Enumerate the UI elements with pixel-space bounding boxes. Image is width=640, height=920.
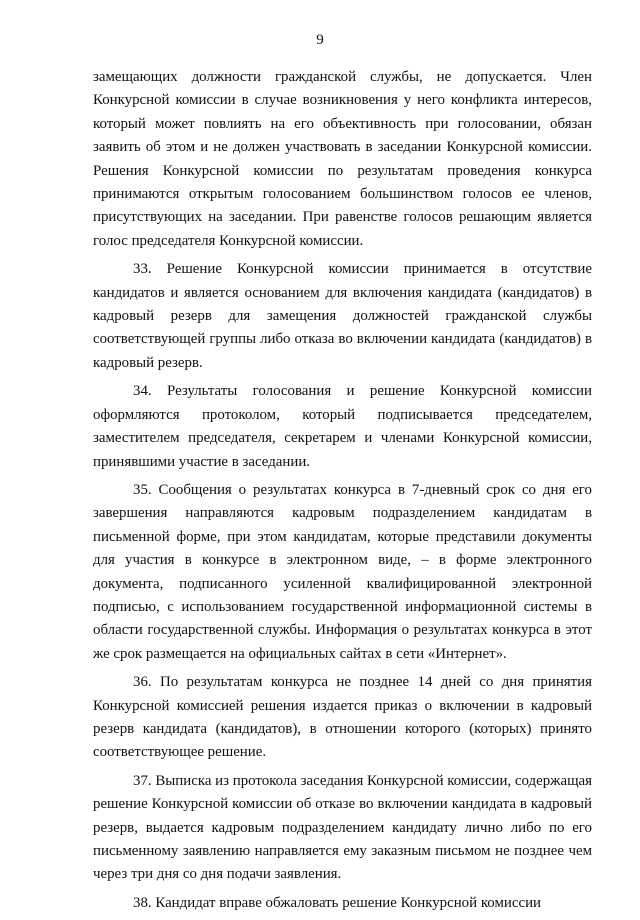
paragraph-36: 36. По результатам конкурса не позднее 14 дней со дня принятия Конкурсной комиссией решения издается приказ о включении в кадровый резерв кандидата (кандидатов), в отношении которого (которых) принято соответствующее решение. [93, 674, 592, 761]
paragraph-35: 35. Сообщения о результатах конкурса в 7-дневный срок со дня его завершения направляются кадровым подразделением кандидатам в письменной форме, при этом кандидатам, которые представили документы для участия в конкурсе в электронном виде, – в форме электронного документа, подписанного усиленной квалифицированной электронной подписью, с использованием государственной информационной системы в области государственной службы. Информация о результатах конкурса в этот же срок размещается на официальных сайтах в сети «Интернет». [93, 481, 592, 662]
paragraph-continuation: замещающих должности гражданской службы, не допускается. Член Конкурсной комиссии в случае возникновения у него конфликта интересов, который может повлиять на его объективность при голосовании, обязан заявить об этом и не должен участвовать в заседании Конкурсной комиссии. Решения Конкурсной комиссии по результатам проведения конкурса принимаются открытым голосованием большинством голосов ее членов, присутствующих на заседании. При равенстве голосов решающим является голос председателя Конкурсной комиссии. [93, 69, 592, 249]
paragraph-33: 33. Решение Конкурсной комиссии принимается в отсутствие кандидатов и является основанием для включения кандидата (кандидатов) в кадровый резерв для замещения должностей гражданской службы соответствующей группы либо отказа во включении кандидата (кандидатов) в кадровый резерв. [93, 261, 592, 371]
paragraph-37: 37. Выписка из протокола заседания Конкурсной комиссии, содержащая решение Конкурсной комиссии об отказе во включении кандидата в кадровый резерв, выдается кадровым подразделением кандидату лично либо по его письменному заявлению направляется ему заказным письмом не позднее чем через три дня со дня подачи заявления. [93, 772, 592, 883]
paragraph-34: 34. Результаты голосования и решение Конкурсной комиссии оформляются протоколом, который подписывается председателем, заместителем председателя, секретарем и членами Конкурсной комиссии, принявшими участие в заседании. [93, 383, 592, 470]
paragraph-38: 38. Кандидат вправе обжаловать решение Конкурсной комиссии [133, 894, 542, 911]
page-number: 9 [316, 32, 324, 48]
document-body [93, 66, 592, 920]
